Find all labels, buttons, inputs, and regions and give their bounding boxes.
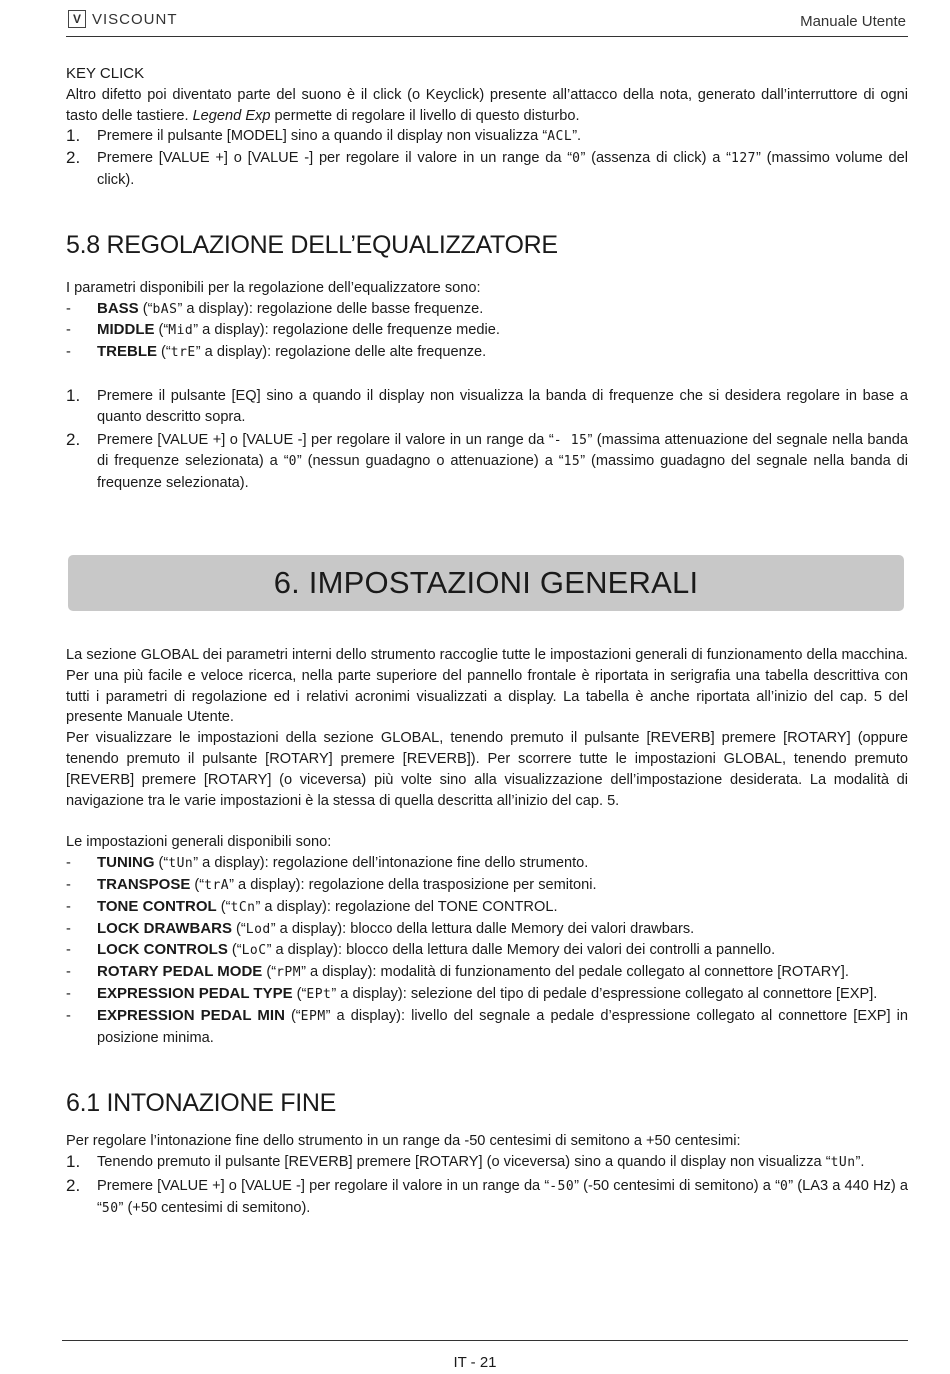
display-code: ACL: [547, 129, 573, 145]
chapter-content: [66, 645, 908, 1220]
display-code: 50: [101, 1200, 119, 1216]
keyclick-title: KEY CLICK: [66, 65, 145, 82]
list-item: [66, 897, 908, 919]
list-item: [66, 962, 908, 984]
param-name: ROTARY PEDAL MODE: [97, 963, 263, 981]
param-text: (“: [157, 344, 171, 361]
page-header: [66, 8, 908, 37]
param-name: TREBLE: [97, 343, 157, 361]
page-content: [66, 64, 908, 494]
tuning-intro: Per regolare l’intonazione fine dello strumento in un range da -50 centesimi di semitono a +50 centesimi:: [66, 1133, 741, 1150]
step-number: 1.: [66, 1152, 81, 1172]
keyclick-emphasis: Legend Exp: [192, 107, 271, 124]
param-name: LOCK CONTROLS: [97, 941, 228, 959]
param-text: (“: [154, 855, 169, 872]
dash-marker: -: [66, 985, 71, 1002]
param-desc: ” a display): regolazione del TONE CONTROL.: [255, 898, 558, 915]
param-name: EXPRESSION PEDAL MIN: [97, 1006, 285, 1024]
footer-divider: [62, 1340, 908, 1341]
dash-marker: -: [66, 920, 71, 937]
display-code: Mid: [168, 323, 194, 339]
param-name: TRANSPOSE: [97, 875, 191, 893]
param-text: (“: [232, 920, 246, 937]
dash-marker: -: [66, 964, 71, 981]
list-item: [66, 984, 908, 1006]
chapter-title: 6. IMPOSTAZIONI GENERALI: [273, 565, 699, 600]
dash-marker: -: [66, 344, 71, 361]
param-text: (“: [284, 1007, 301, 1024]
step-text: Premere il pulsante [EQ] sino a quando il display non visualizza la banda di frequenze che si desidera regolare in base a quanto descritto sopra.: [97, 387, 908, 425]
list-item: [66, 299, 908, 321]
step-text: ” (massimo guadagno del segnale nella banda di frequenze selezionata).: [97, 453, 908, 492]
brand-mark-letter: V: [72, 12, 81, 26]
keyclick-step-2: [66, 148, 908, 191]
list-item: [66, 940, 908, 962]
list-item: [66, 875, 908, 897]
param-name: TONE CONTROL: [97, 897, 217, 915]
display-code: 0: [779, 1178, 789, 1194]
display-code: EPM: [300, 1008, 326, 1024]
tuning-steps: [66, 1152, 908, 1219]
param-name: MIDDLE: [97, 321, 155, 339]
global-section: [66, 645, 908, 1048]
step-text: Premere [VALUE +] o [VALUE -] per regolare il valore in un range da “: [97, 1177, 550, 1194]
param-name: BASS: [97, 299, 139, 317]
tuning-step-2: [66, 1176, 908, 1220]
step-text: ” (+50 centesimi di semitono).: [118, 1199, 311, 1216]
tuning-step-1: [66, 1152, 908, 1174]
param-desc: ” a display): regolazione delle frequenze medie.: [193, 322, 500, 339]
page-number: IT - 21: [453, 1354, 497, 1371]
param-desc: ” a display): modalità di funzionamento del pedale collegato al connettore [ROTARY].: [301, 964, 849, 981]
display-code: trA: [204, 877, 230, 893]
step-text: ” (assenza di click) a “: [580, 150, 732, 167]
step-text: ”.: [855, 1154, 865, 1171]
eq-heading: 5.8 REGOLAZIONE DELL’EQUALIZZATORE: [66, 230, 558, 259]
param-desc: ” a display): regolazione dell’intonazione fine dello strumento.: [193, 855, 589, 872]
display-code: 0: [288, 454, 297, 470]
step-number: 2.: [66, 429, 81, 449]
param-desc: ” a display): livello del segnale a pedale d’espressione collegato al connettore [EXP] in posizione minima.: [97, 1007, 908, 1046]
eq-step-1: [66, 386, 908, 428]
step-number: 2.: [66, 1175, 81, 1195]
list-item: [66, 342, 908, 364]
keyclick-steps: [66, 126, 908, 190]
keyclick-section: [66, 64, 908, 191]
param-text: (“: [227, 942, 242, 959]
keyclick-step-1: [66, 126, 908, 148]
step-number: 1.: [66, 126, 81, 146]
brand-logo: [68, 10, 178, 28]
param-name: LOCK DRAWBARS: [97, 919, 232, 937]
step-text: ” (-50 centesimi di semitono) a “: [574, 1177, 780, 1194]
keyclick-paragraph: [66, 85, 908, 127]
display-code: bAS: [152, 301, 178, 317]
display-code: tCn: [230, 899, 256, 915]
display-code: 0: [572, 151, 581, 167]
display-code: trE: [170, 345, 196, 361]
step-text: ”.: [572, 128, 582, 145]
list-item: [66, 1006, 908, 1049]
step-text: ” (massima attenuazione del segnale nella banda di frequenze selezionata) a “: [97, 431, 908, 470]
global-paragraph-2: Per visualizzare le impostazioni della sezione GLOBAL, tenendo premuto il pulsante [REVERB] premere [ROTARY] (oppure tenendo premuto il pulsante [ROTARY] premere [REVERB]). Per scorrere tutte le impostazioni GLOBAL, tenendo premuto [REVERB] premere [ROTARY] (o viceversa) più volte sino alla visualizzazione dell’impostazione desiderata. La modalità di navigazione tra le varie impostazioni è la stessa di quella descritta all’inizio del cap. 5.: [66, 730, 908, 809]
step-text: Premere [VALUE +] o [VALUE -] per regolare il valore in un range da “: [97, 150, 573, 167]
param-text: (“: [154, 322, 169, 339]
eq-steps: [66, 386, 908, 494]
list-item: [66, 320, 908, 342]
chapter-title-band: [68, 555, 904, 611]
tuning-section: [66, 1088, 908, 1219]
list-item: [66, 919, 908, 941]
param-text: (“: [216, 898, 231, 915]
brand-mark-icon: [68, 10, 86, 28]
eq-parameter-list: [66, 299, 908, 364]
display-code: EPt: [306, 986, 332, 1002]
step-number: 1.: [66, 385, 81, 405]
step-text: ” (massimo volume del click).: [97, 150, 908, 188]
dash-marker: -: [66, 876, 71, 893]
param-text: (“: [292, 985, 307, 1002]
param-text: (“: [138, 300, 153, 317]
keyclick-text-a: Altro difetto poi diventato parte del suono è il click (o Keyclick) presente all’attacco della nota, generato dall’interruttore di ogni tasto delle tastiere.: [66, 86, 908, 124]
param-text: (“: [262, 964, 277, 981]
step-text: ” (nessun guadagno o attenuazione) a “: [296, 453, 564, 470]
display-code: 127: [731, 151, 756, 167]
param-desc: ” a display): regolazione della trasposizione per semitoni.: [229, 876, 597, 893]
step-text: ” (LA3 a 440 Hz) a “: [97, 1177, 908, 1216]
dash-marker: -: [66, 300, 71, 317]
param-name: EXPRESSION PEDAL TYPE: [97, 984, 293, 1002]
step-number: 2.: [66, 148, 81, 168]
display-code: rPM: [276, 965, 302, 981]
display-code: 15: [563, 454, 581, 470]
step-text: Premere il pulsante [MODEL] sino a quando il display non visualizza “: [97, 128, 548, 145]
global-parameter-list: [66, 853, 908, 1048]
display-code: - 15: [553, 432, 588, 448]
param-name: TUNING: [97, 854, 155, 872]
eq-intro: I parametri disponibili per la regolazione dell’equalizzatore sono:: [66, 279, 481, 296]
step-text: Premere [VALUE +] o [VALUE -] per regolare il valore in un range da “: [97, 431, 554, 448]
dash-marker: -: [66, 942, 71, 959]
dash-marker: -: [66, 898, 71, 915]
eq-step-2: [66, 430, 908, 494]
eq-section: [66, 230, 908, 494]
param-desc: ” a display): selezione del tipo di pedale d’espressione collegato al connettore [EXP].: [331, 985, 878, 1002]
keyclick-text-b: permette di regolare il livello di questo disturbo.: [270, 107, 580, 124]
brand-name: VISCOUNT: [92, 10, 178, 28]
param-desc: ” a display): regolazione delle basse frequenze.: [177, 300, 484, 317]
param-desc: ” a display): blocco della lettura dalle Memory dei valori dei controlli a pannello.: [266, 942, 776, 959]
dash-marker: -: [66, 322, 71, 339]
display-code: LoC: [241, 943, 267, 959]
param-text: (“: [190, 876, 205, 893]
global-intro: Le impostazioni generali disponibili sono:: [66, 834, 332, 851]
display-code: tUn: [168, 856, 194, 872]
dash-marker: -: [66, 1007, 71, 1024]
display-code: -50: [549, 1178, 575, 1194]
dash-marker: -: [66, 855, 71, 872]
manual-title: Manuale Utente: [800, 13, 906, 30]
display-code: tUn: [830, 1155, 856, 1171]
param-desc: ” a display): blocco della lettura dalle Memory dei valori drawbars.: [270, 920, 695, 937]
global-paragraph-1: La sezione GLOBAL dei parametri interni dello strumento raccoglie tutte le impostazioni generali di funzionamento della macchina. Per una più facile e veloce ricerca, nella parte superiore del pannello frontale è riportata in serigrafia una tabella descrittiva con tutti i parametri di regolazione ed i relativi acronimi visualizzati a display. La tabella è anche riportata all’inizio del cap. 5 del presente Manuale Utente.: [66, 647, 908, 726]
step-text: Tenendo premuto il pulsante [REVERB] premere [ROTARY] (o viceversa) sino a quando il display non visualizza “: [97, 1154, 831, 1171]
tuning-heading: 6.1 INTONAZIONE FINE: [66, 1089, 336, 1118]
display-code: Lod: [245, 921, 271, 937]
list-item: [66, 853, 908, 875]
param-desc: ” a display): regolazione delle alte frequenze.: [195, 344, 487, 361]
